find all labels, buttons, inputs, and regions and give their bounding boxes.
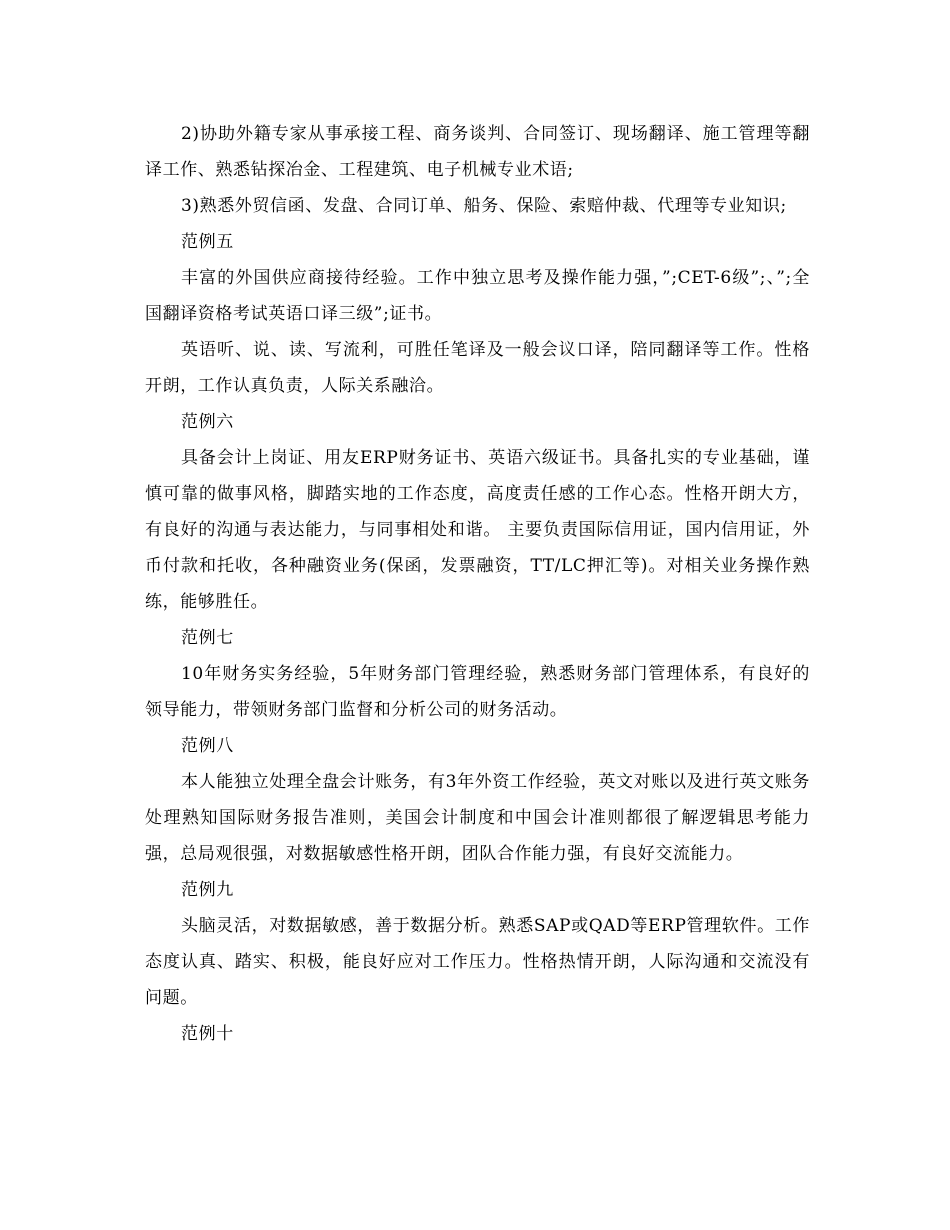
paragraph-7: 本人能独立处理全盘会计账务，有3年外资工作经验，英文对账以及进行英文账务处理熟知国际财务报告准则，美国会计制度和中国会计准则都很了解逻辑思考能力强，总局观很强，对数据敏感性格开朗，团队合作能力强，有良好交流能力。 [145,772,810,864]
paragraph-5: 具备会计上岗证、用友ERP财务证书、英语六级证书。具备扎实的专业基础，谨慎可靠的做事风格，脚踏实地的工作态度，高度责任感的工作心态。性格开朗大方，有良好的沟通与表达能力，与同事相处和谐。 主要负责国际信用证，国内信用证，外币付款和托收，各种融资业务(保函，发票融资，TT/LC押汇等)。对相关业务操作熟练，能够胜任。 [145,448,810,612]
section-heading-9: 范例九 [181,880,234,900]
section-heading-8: 范例八 [181,736,234,756]
paragraph-6: 10年财务实务经验，5年财务部门管理经验，熟悉财务部门管理体系，有良好的领导能力，带领财务部门监督和分析公司的财务活动。 [145,664,810,720]
paragraph-4: 英语听、说、读、写流利，可胜任笔译及一般会议口译，陪同翻译等工作。性格开朗，工作认真负责，人际关系融洽。 [145,340,810,396]
section-heading-10: 范例十 [181,1024,234,1044]
paragraph-3: 丰富的外国供应商接待经验。工作中独立思考及操作能力强，”;CET-6级”;、”;全国翻译资格考试英语口译三级”;证书。 [145,268,810,324]
section-heading-5: 范例五 [181,232,234,252]
section-heading-6: 范例六 [181,412,234,432]
paragraph-2: 3)熟悉外贸信函、发盘、合同订单、船务、保险、索赔仲裁、代理等专业知识; [181,196,787,216]
paragraph-8: 头脑灵活，对数据敏感，善于数据分析。熟悉SAP或QAD等ERP管理软件。工作态度认真、踏实、积极，能良好应对工作压力。性格热情开朗，人际沟通和交流没有问题。 [145,916,810,1008]
document-body [145,116,810,1052]
paragraph-1: 2)协助外籍专家从事承接工程、商务谈判、合同签订、现场翻译、施工管理等翻译工作、熟悉钻探冶金、工程建筑、电子机械专业术语; [145,124,810,180]
section-heading-7: 范例七 [181,628,234,648]
